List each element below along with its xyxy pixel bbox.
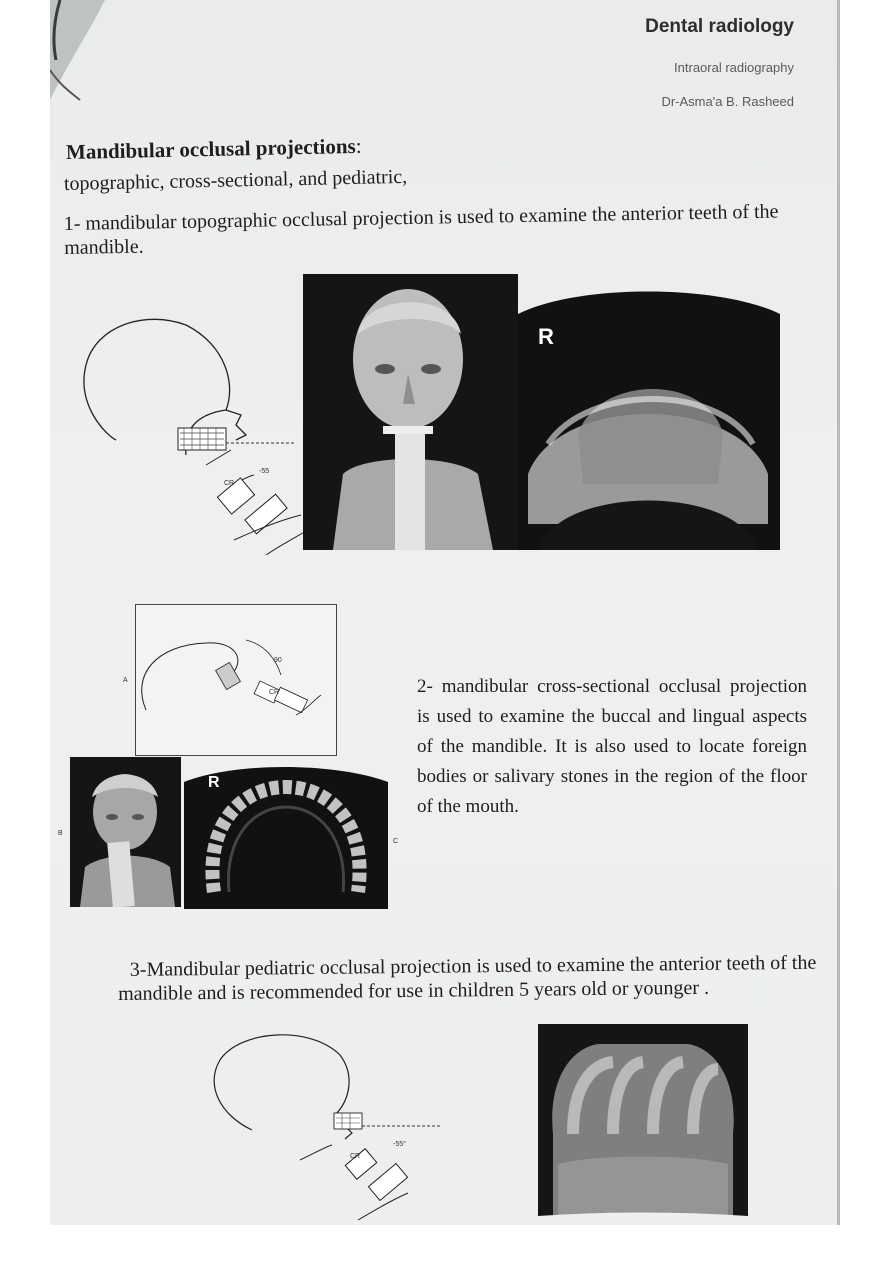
angle-label-90: 90 (274, 657, 282, 664)
paragraph-pediatric (118, 951, 818, 1006)
cr-label: CR (224, 480, 235, 487)
topographic-head-diagram (76, 315, 316, 555)
xray-topographic (518, 284, 780, 550)
patient-photo-cross-sectional (70, 757, 181, 907)
xray-marker-r-2: R (208, 774, 220, 791)
panel-label-c: C (393, 838, 399, 845)
panel-label-b: B (58, 830, 63, 837)
heading-colon: : (355, 133, 362, 158)
page-curl-shadow (50, 0, 170, 110)
child-head-drawing (200, 1025, 450, 1225)
patient-photo-topographic (303, 274, 518, 550)
cross-sectional-diagram (135, 604, 337, 756)
pediatric-anterior-radiograph (538, 1024, 748, 1222)
xray-marker-r: R (538, 324, 554, 349)
patient-tilted-head-illustration (70, 757, 181, 907)
header-title: Dental radiology (645, 16, 794, 37)
header-subtitle: Intraoral radiography (674, 60, 794, 75)
xray-pediatric (538, 1024, 748, 1222)
angle-label-3: -55° (393, 1141, 406, 1148)
document-page (50, 0, 840, 1225)
header-author: Dr-Asma'a B. Rasheed (661, 94, 794, 109)
paragraph-cross-sectional: 2- mandibular cross-sectional occlusal projection is used to examine the buccal and lingual aspects of the mandible. It is also used to locate foreign bodies or salivary stones in the region of the floor of the mouth. (417, 676, 807, 817)
mandibular-anterior-radiograph (518, 284, 780, 550)
pediatric-head-diagram (200, 1025, 450, 1225)
panel-label-a: A (123, 677, 128, 684)
heading-title: Mandibular occlusal projections (65, 133, 356, 164)
cr-label-2: CR (269, 689, 280, 696)
xray-cross-sectional (184, 762, 388, 909)
head-tilted-drawing (136, 605, 336, 755)
angle-label: -55 (259, 468, 270, 475)
cr-label-3: CR (350, 1153, 361, 1160)
paragraph-pediatric-text: 3-Mandibular pediatric occlusal projection is used to examine the anterior teeth of the mandible and is recommended for use in children 5 years old or younger . (118, 951, 817, 1005)
paragraph-topographic: 1- mandibular topographic occlusal projection is used to examine the anterior teeth of the mandible. (63, 200, 779, 259)
head-outline-drawing (76, 315, 316, 555)
projection-types: topographic, cross-sectional, and pediatric, (63, 165, 408, 195)
patient-face-illustration (303, 274, 518, 550)
page-edge (837, 0, 840, 1225)
section-heading (66, 134, 362, 165)
